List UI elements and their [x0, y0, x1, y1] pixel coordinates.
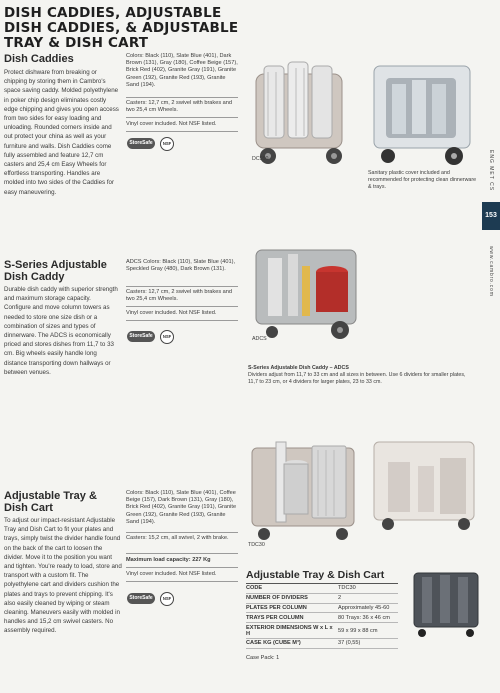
- spec-label: EXTERIOR DIMENSIONS W x L x H: [246, 623, 338, 639]
- divider: [126, 320, 238, 321]
- spec-value: 37 (0,55): [338, 638, 398, 648]
- spec-label: TRAYS PER COLUMN: [246, 613, 338, 623]
- side-language-label: ENG MET CS: [488, 150, 494, 192]
- max-load-tray-cart: Maximum load capacity: 227 Kg: [126, 557, 211, 563]
- page-number: 153: [482, 202, 500, 230]
- storesafe-logo: StoreSafe: [127, 138, 155, 149]
- section-heading-tray-cart: Adjustable Tray & Dish Cart: [4, 490, 97, 514]
- covered-tray-cart-image: [370, 436, 478, 536]
- spec-label: CODE: [246, 584, 338, 593]
- vinyl-note-tray-cart: Vinyl cover included. Not NSF listed.: [126, 571, 217, 577]
- spec-label: PLATES PER COLUMN: [246, 603, 338, 613]
- divider: [126, 306, 238, 307]
- spec-label: CASE KG (CUBE M³): [246, 638, 338, 648]
- spec-label: NUMBER OF DIVIDERS: [246, 593, 338, 603]
- spec-row-trays: [246, 613, 398, 623]
- divider: [126, 286, 238, 287]
- s-series-caddy-image: [250, 236, 362, 348]
- spec-table-title: Adjustable Tray & Dish Cart: [246, 569, 385, 581]
- image-label-adcs: ADCS: [252, 336, 267, 342]
- colors-tray-cart: Colors: Black (110), Slate Blue (401), Coffee Beige (157), Dark Brown (131), Gray (180), Brick Red (402), Granite Gray (191), Granite Green (192), Granite Red (193), Granite Sand (194).: [126, 490, 237, 525]
- vinyl-note-dish-caddies: Vinyl cover included. Not NSF listed.: [126, 121, 217, 127]
- storesafe-logo: StoreSafe: [127, 331, 155, 342]
- divider: [126, 532, 238, 533]
- colors-s-series: ADCS Colors: Black (110), Slate Blue (401), Speckled Gray (480), Dark Brown (131).: [126, 259, 236, 273]
- image-label-tdc30: TDC30: [248, 542, 265, 548]
- storesafe-logo: StoreSafe: [127, 593, 155, 604]
- vinyl-note-s-series: Vinyl cover included. Not NSF listed.: [126, 310, 217, 316]
- image-label-dc950: DC950: [252, 156, 269, 162]
- section-body-tray-cart: To adjust our impact-resistant Adjustable Tray and Dish Cart to fit your plates and trays, simply twist the divider handle found on the back of the cart to loosen the divider. Move it to the position you want and tighten. You're ready to load, store and transport with a custom fit. The polyethylene cart and dividers cushion the plates and trays to prevent chipping. It's also easily cleaned by wiping or steam cleaning. Maneuvers easily with molded in handles and 15,2 cm swivel casters. No assembly required.: [4, 517, 122, 635]
- casters-s-series: Casters: 12,7 cm, 2 swivel with brakes and two 25,4 cm Wheels.: [126, 289, 233, 303]
- divider: [126, 553, 238, 554]
- divider: [126, 131, 238, 132]
- website-url: www.cambro.com: [488, 246, 494, 297]
- colors-dish-caddies: Colors: Black (110), Slate Blue (401), Dark Brown (131), Gray (180), Coffee Beige (157), Brick Red (402), Granite Gray (191), Granite Green (192), Granite Red (193), Granite Sand (194).: [126, 53, 238, 88]
- spec-row-case: [246, 638, 398, 648]
- section-heading-dish-caddies: Dish Caddies: [4, 53, 74, 65]
- divider: [126, 117, 238, 118]
- tray-cart-image: [246, 436, 362, 544]
- spec-row-dividers: [246, 593, 398, 603]
- spec-value: Approximately 45-60: [338, 603, 398, 613]
- casters-dish-caddies: Casters: 12,7 cm, 2 swivel with brakes and two 25,4 cm Wheels.: [126, 100, 233, 114]
- divider: [126, 567, 238, 568]
- spec-value: TDC30: [338, 584, 398, 593]
- casters-tray-cart: Casters: 15,2 cm, all swivel, 2 with brake.: [126, 535, 229, 541]
- spec-row-dimensions: [246, 623, 398, 639]
- covered-dish-caddy-image: [368, 58, 476, 168]
- spec-row-plates: [246, 603, 398, 613]
- section-heading-s-series: S-Series Adjustable Dish Caddy: [4, 259, 107, 283]
- nsf-logo: NSF: [160, 330, 174, 344]
- divider: [126, 97, 238, 98]
- nsf-logo: NSF: [160, 137, 174, 151]
- spec-value: 59 x 99 x 88 cm: [338, 623, 398, 639]
- spec-value: 80 Trays: 36 x 46 cm: [338, 613, 398, 623]
- spec-value: 2: [338, 593, 398, 603]
- section-body-dish-caddies: Protect dishware from breaking or chipping by storing them in Cambro's space saving caddy. Molded polyethylene in poker chip design eliminates costly edge chipping and gives you open access from two sides for easy loading and unloading. Rounded corners inside and out protect your china as well as your furniture and walls. Dish Caddies come fully assembled and feature 12,7 cm casters and 25,4 cm Easy Wheels for effortless transporting. Handles are molded into two sides of the Caddies for easy maneuvering.: [4, 69, 119, 196]
- spec-table: [246, 584, 398, 649]
- image-caption-title-adcs: S-Series Adjustable Dish Caddy – ADCS: [248, 365, 349, 371]
- spec-row-code: [246, 584, 398, 593]
- section-body-s-series: Durable dish caddy with superior strength and maximum storage capacity. Configure and move column towers as needed to store one size dish or a combination of sizes and types of dinnerware. The ADCS is economically priced and stores dishes from 11,7 to 33 cm. Big wheels easily handle long distance transporting down hallways or between venues.: [4, 286, 118, 376]
- divider: [126, 581, 238, 582]
- dish-caddy-image: [246, 56, 356, 168]
- case-pack: Case Pack: 1: [246, 655, 280, 661]
- page-title: DISH CADDIES, ADJUSTABLE DISH CADDIES, & ADJUSTABLE TRAY & DISH CART: [4, 5, 239, 51]
- image-caption-adcs: Dividers adjust from 11,7 to 33 cm and all sizes in between. Use 6 dividers for smaller plates, 11,7 to 23 cm, or 4 dividers for larger plates, 23 to 33 cm.: [248, 372, 466, 385]
- nsf-logo: NSF: [160, 592, 174, 606]
- dark-tray-cart-image: [410, 565, 482, 641]
- image-caption-cover: Sanitary plastic cover included and recommended for protecting clean dinnerware & trays.: [368, 170, 477, 190]
